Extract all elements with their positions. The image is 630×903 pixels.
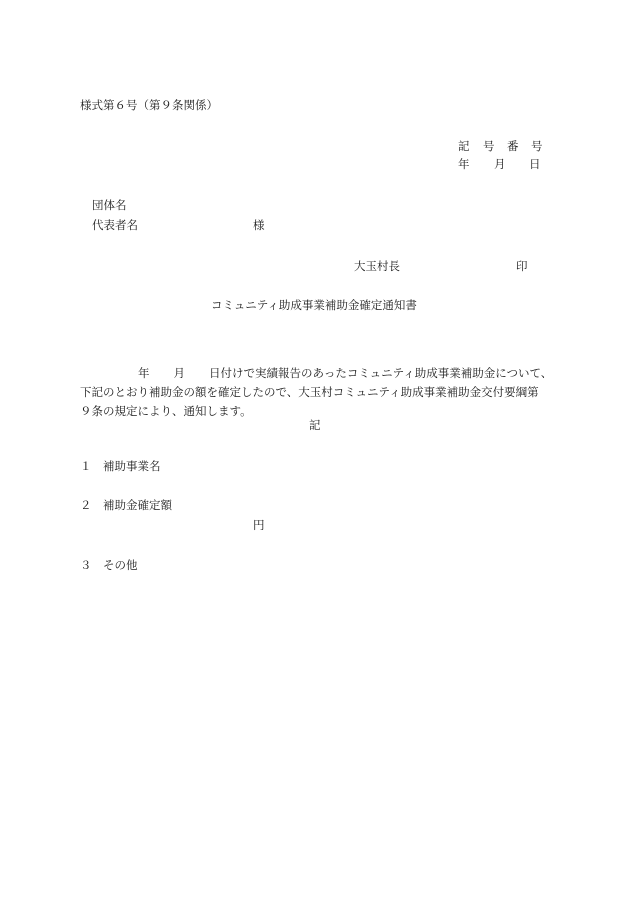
document-title: コミュニティ助成事業補助金確定通知書	[211, 298, 417, 312]
item-label-other: その他	[103, 558, 138, 572]
date-day: 日	[529, 157, 541, 171]
doc-number-go: 号	[483, 139, 495, 153]
amount-unit-yen: 円	[253, 518, 265, 532]
item-label-project-name: 補助事業名	[103, 459, 161, 473]
honorific: 様	[253, 218, 265, 232]
body-year: 年	[138, 366, 150, 380]
doc-number-ki: 記	[458, 139, 470, 153]
group-name-label: 団体名	[92, 198, 127, 212]
item-number-2: ２	[80, 498, 92, 512]
item-label-confirmed-amount: 補助金確定額	[103, 498, 172, 512]
body-line-1	[80, 364, 560, 383]
seal-mark: 印	[516, 259, 528, 273]
body-paragraph	[80, 364, 560, 421]
date-year: 年	[458, 157, 470, 171]
body-month: 月	[173, 366, 185, 380]
body-line-3: ９条の規定により、通知します。	[80, 404, 252, 418]
date-month: 月	[494, 157, 506, 171]
body-line-2: 下記のとおり補助金の額を確定したので、大玉村コミュニティ助成事業補助金交付要綱第	[80, 385, 539, 399]
issuer-name: 大玉村長	[354, 259, 400, 273]
doc-number-go-2: 号	[531, 139, 543, 153]
body-line-1-rest: 日付けで実績報告のあったコミュニティ助成事業補助金について、	[209, 366, 553, 380]
item-number-1: １	[80, 459, 92, 473]
item-number-3: ３	[80, 558, 92, 572]
doc-number-ban: 番	[507, 139, 519, 153]
form-number: 様式第６号（第９条関係）	[80, 98, 218, 112]
ki-heading: 記	[309, 418, 321, 432]
representative-label: 代表者名	[92, 218, 138, 232]
